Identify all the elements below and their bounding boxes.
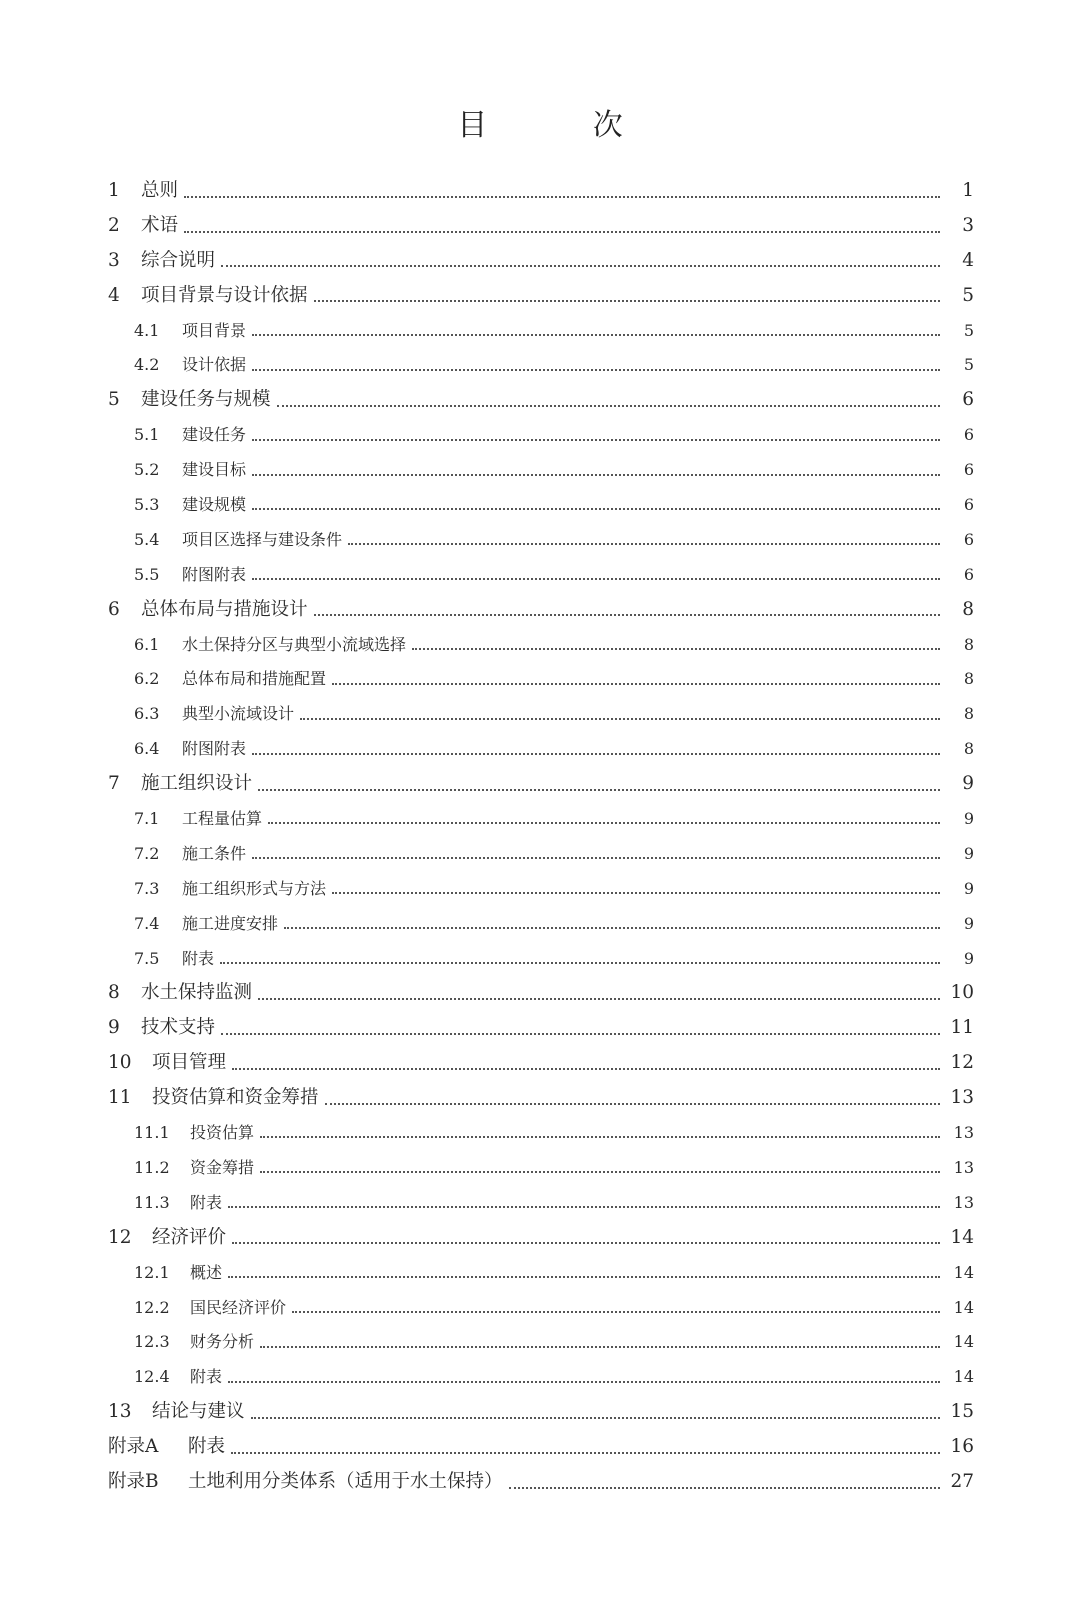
toc-entry-title: 建设规模 — [182, 495, 247, 515]
toc-chapter-entry[interactable] — [108, 244, 974, 279]
table-of-contents — [108, 174, 974, 1500]
toc-page-number: 6 — [963, 460, 974, 480]
toc-entry-number: 4.1 — [134, 320, 160, 340]
toc-entry-title: 典型小流域设计 — [182, 704, 295, 724]
toc-dot-leader — [348, 532, 940, 548]
toc-dot-leader — [260, 1125, 940, 1141]
toc-page-number: 14 — [950, 1226, 974, 1248]
toc-page-number: 14 — [953, 1332, 974, 1352]
toc-entry-title: 施工进度安排 — [182, 913, 279, 933]
toc-entry-title: 总体布局与措施设计 — [141, 598, 308, 620]
toc-chapter-entry[interactable] — [108, 1395, 974, 1430]
toc-section-entry[interactable] — [108, 488, 974, 523]
toc-dot-leader — [221, 252, 940, 271]
toc-page-number: 13 — [953, 1123, 974, 1143]
toc-entry-number: 7.3 — [134, 878, 160, 898]
toc-dot-leader — [260, 1335, 940, 1351]
toc-entry-title: 概述 — [190, 1262, 223, 1282]
toc-page-number: 15 — [950, 1401, 974, 1423]
toc-entry-number: 5.2 — [134, 460, 160, 480]
toc-entry-number: 8 — [108, 982, 120, 1004]
toc-entry-title: 水土保持分区与典型小流域选择 — [182, 634, 407, 654]
toc-dot-leader — [314, 601, 940, 620]
toc-page-number: 8 — [963, 704, 974, 724]
toc-section-entry[interactable] — [108, 1116, 974, 1151]
toc-entry-number: 12.3 — [134, 1332, 170, 1352]
toc-entry-number: 12.1 — [134, 1262, 170, 1282]
toc-section-entry[interactable] — [108, 418, 974, 453]
toc-dot-leader — [252, 846, 940, 862]
toc-page-number: 11 — [950, 1017, 974, 1039]
toc-page-number: 6 — [962, 389, 974, 411]
toc-section-entry[interactable] — [108, 348, 974, 383]
toc-dot-leader — [252, 323, 940, 339]
toc-section-entry[interactable] — [108, 942, 974, 977]
toc-entry-number: 11.2 — [134, 1157, 170, 1177]
toc-entry-title: 建设目标 — [182, 460, 247, 480]
toc-entry-title: 技术支持 — [141, 1017, 216, 1039]
toc-entry-number: 13 — [108, 1401, 132, 1423]
toc-chapter-entry[interactable] — [108, 383, 974, 418]
toc-dot-leader — [228, 1265, 940, 1281]
toc-dot-leader — [231, 1438, 940, 1457]
toc-dot-leader — [221, 1020, 940, 1039]
toc-entry-number: 1 — [108, 180, 120, 201]
toc-dot-leader — [260, 1160, 940, 1176]
toc-entry-number: 7.4 — [134, 913, 160, 933]
toc-entry-title: 附表 — [190, 1367, 223, 1387]
toc-page-number: 9 — [963, 948, 974, 968]
toc-page-number: 27 — [950, 1470, 974, 1492]
toc-chapter-entry[interactable] — [108, 1430, 974, 1465]
toc-dot-leader — [268, 811, 940, 827]
toc-section-entry[interactable] — [108, 907, 974, 942]
toc-dot-leader — [332, 881, 940, 897]
toc-entry-title: 建设任务 — [182, 425, 247, 445]
toc-section-entry[interactable] — [108, 1360, 974, 1395]
toc-entry-title: 施工组织形式与方法 — [182, 878, 327, 898]
toc-dot-leader — [412, 637, 940, 653]
toc-dot-leader — [252, 742, 940, 758]
toc-dot-leader — [325, 1089, 940, 1108]
toc-page-number: 6 — [963, 495, 974, 515]
toc-chapter-entry[interactable] — [108, 976, 974, 1011]
toc-dot-leader — [252, 463, 940, 479]
toc-entry-number: 11.3 — [134, 1192, 170, 1212]
toc-entry-title: 附表 — [188, 1436, 226, 1458]
toc-entry-title: 财务分析 — [190, 1332, 255, 1352]
toc-dot-leader — [232, 1229, 940, 1248]
toc-entry-title: 项目背景与设计依据 — [141, 284, 308, 306]
toc-entry-title: 总体布局和措施配置 — [182, 669, 327, 689]
toc-entry-number: 5.3 — [134, 495, 160, 515]
toc-page-number: 13 — [953, 1157, 974, 1177]
toc-entry-number: 10 — [108, 1052, 132, 1074]
toc-page-number: 5 — [963, 355, 974, 375]
toc-entry-title: 土地利用分类体系（适用于水土保持） — [188, 1470, 503, 1492]
toc-section-entry[interactable] — [108, 558, 974, 593]
toc-page-number: 9 — [962, 773, 974, 795]
toc-entry-number: 2 — [108, 214, 120, 236]
toc-entry-number: 5 — [108, 389, 120, 411]
toc-chapter-entry[interactable] — [108, 1221, 974, 1256]
toc-entry-title: 项目区选择与建设条件 — [182, 529, 343, 549]
toc-entry-title: 经济评价 — [152, 1226, 227, 1248]
toc-entry-number: 6 — [108, 598, 120, 620]
toc-chapter-entry[interactable] — [108, 767, 974, 802]
toc-page-number: 14 — [953, 1367, 974, 1387]
toc-entry-number: 9 — [108, 1017, 120, 1039]
toc-entry-number: 7 — [108, 773, 120, 795]
toc-page-number: 6 — [963, 425, 974, 445]
toc-entry-number: 12.4 — [134, 1367, 170, 1387]
toc-entry-number: 12 — [108, 1226, 132, 1248]
toc-entry-number: 附录B — [108, 1470, 159, 1492]
toc-entry-number: 6.4 — [134, 739, 160, 759]
toc-chapter-entry[interactable] — [108, 593, 974, 628]
toc-entry-title: 工程量估算 — [182, 809, 263, 829]
toc-dot-leader — [252, 428, 940, 444]
toc-dot-leader — [300, 707, 940, 723]
toc-page-number: 3 — [962, 214, 974, 236]
toc-section-entry[interactable] — [108, 1186, 974, 1221]
toc-entry-title: 附表 — [182, 948, 215, 968]
toc-section-entry[interactable] — [108, 802, 974, 837]
toc-chapter-entry[interactable] — [108, 1465, 974, 1500]
toc-dot-leader — [228, 1195, 940, 1211]
toc-dot-leader — [228, 1370, 940, 1386]
toc-dot-leader — [258, 985, 940, 1004]
toc-entry-number: 7.5 — [134, 948, 160, 968]
toc-chapter-entry[interactable] — [108, 279, 974, 314]
toc-section-entry[interactable] — [108, 523, 974, 558]
toc-entry-number: 5.5 — [134, 564, 160, 584]
toc-chapter-entry[interactable] — [108, 1011, 974, 1046]
toc-page-number: 1 — [962, 180, 974, 201]
toc-entry-number: 5.4 — [134, 529, 160, 549]
toc-page-number: 9 — [963, 878, 974, 898]
toc-section-entry[interactable] — [108, 1325, 974, 1360]
toc-dot-leader — [252, 358, 940, 374]
toc-page-number: 5 — [962, 284, 974, 306]
toc-page-number: 9 — [963, 809, 974, 829]
toc-entry-number: 7.2 — [134, 843, 160, 863]
toc-page-number: 8 — [962, 598, 974, 620]
toc-entry-number: 6.3 — [134, 704, 160, 724]
toc-page-number: 6 — [963, 564, 974, 584]
toc-entry-title: 施工条件 — [182, 843, 247, 863]
toc-entry-title: 水土保持监测 — [141, 982, 253, 1004]
toc-entry-title: 投资估算 — [190, 1123, 255, 1143]
toc-entry-number: 3 — [108, 249, 120, 271]
toc-page-number: 5 — [963, 320, 974, 340]
toc-dot-leader — [252, 497, 940, 513]
toc-dot-leader — [332, 672, 940, 688]
toc-dot-leader — [314, 287, 940, 306]
toc-page-number: 9 — [963, 913, 974, 933]
toc-entry-title: 建设任务与规模 — [141, 389, 271, 411]
toc-entry-title: 总则 — [141, 180, 179, 201]
toc-entry-title: 施工组织设计 — [141, 773, 253, 795]
toc-entry-title: 投资估算和资金筹措 — [152, 1087, 319, 1109]
toc-page-number: 14 — [953, 1297, 974, 1317]
toc-page-number: 8 — [963, 739, 974, 759]
toc-section-entry[interactable] — [108, 453, 974, 488]
toc-entry-number: 6.1 — [134, 634, 160, 654]
toc-page-number: 12 — [950, 1052, 974, 1074]
toc-entry-title: 项目背景 — [182, 320, 247, 340]
toc-entry-title: 附图附表 — [182, 564, 247, 584]
toc-entry-title: 附表 — [190, 1192, 223, 1212]
toc-section-entry[interactable] — [108, 697, 974, 732]
toc-page-number: 13 — [950, 1087, 974, 1109]
toc-entry-number: 11.1 — [134, 1123, 170, 1143]
toc-entry-number: 4.2 — [134, 355, 160, 375]
toc-page-number: 8 — [963, 669, 974, 689]
toc-entry-title: 综合说明 — [141, 249, 216, 271]
toc-section-entry[interactable] — [108, 314, 974, 349]
toc-section-entry[interactable] — [108, 1256, 974, 1291]
toc-page-number: 4 — [962, 249, 974, 271]
toc-section-entry[interactable] — [108, 1291, 974, 1326]
toc-dot-leader — [258, 775, 940, 794]
toc-page-number: 16 — [950, 1436, 974, 1458]
toc-entry-title: 附图附表 — [182, 739, 247, 759]
page-title: 目 次 — [457, 108, 671, 143]
toc-dot-leader — [184, 217, 940, 236]
toc-dot-leader — [220, 951, 940, 967]
toc-chapter-entry[interactable] — [108, 1081, 974, 1116]
toc-page-number: 14 — [953, 1262, 974, 1282]
toc-section-entry[interactable] — [108, 872, 974, 907]
toc-dot-leader — [509, 1473, 940, 1492]
toc-entry-title: 项目管理 — [152, 1052, 227, 1074]
toc-dot-leader — [184, 182, 940, 201]
toc-section-entry[interactable] — [108, 662, 974, 697]
toc-entry-title: 国民经济评价 — [190, 1297, 287, 1317]
toc-dot-leader — [232, 1054, 940, 1073]
toc-entry-number: 11 — [108, 1087, 132, 1109]
toc-entry-number: 附录A — [108, 1436, 159, 1458]
toc-entry-title: 术语 — [141, 214, 179, 236]
toc-entry-number: 7.1 — [134, 809, 160, 829]
toc-section-entry[interactable] — [108, 628, 974, 663]
toc-entry-title: 结论与建议 — [152, 1401, 245, 1423]
toc-section-entry[interactable] — [108, 837, 974, 872]
toc-page-number: 10 — [950, 982, 974, 1004]
toc-chapter-entry[interactable] — [108, 209, 974, 244]
toc-entry-title: 资金筹措 — [190, 1157, 255, 1177]
toc-chapter-entry[interactable] — [108, 1046, 974, 1081]
toc-page-number: 9 — [963, 843, 974, 863]
toc-page-number: 8 — [963, 634, 974, 654]
toc-entry-title: 设计依据 — [182, 355, 247, 375]
toc-entry-number: 5.1 — [134, 425, 160, 445]
toc-page-number: 13 — [953, 1192, 974, 1212]
toc-entry-number: 6.2 — [134, 669, 160, 689]
toc-section-entry[interactable] — [108, 732, 974, 767]
toc-dot-leader — [252, 567, 940, 583]
toc-page-number: 6 — [963, 529, 974, 549]
toc-entry-number: 4 — [108, 284, 120, 306]
toc-chapter-entry[interactable] — [108, 174, 974, 209]
toc-section-entry[interactable] — [108, 1151, 974, 1186]
toc-dot-leader — [284, 916, 940, 932]
toc-dot-leader — [251, 1403, 940, 1422]
toc-dot-leader — [277, 392, 940, 411]
toc-dot-leader — [292, 1300, 940, 1316]
toc-entry-number: 12.2 — [134, 1297, 170, 1317]
